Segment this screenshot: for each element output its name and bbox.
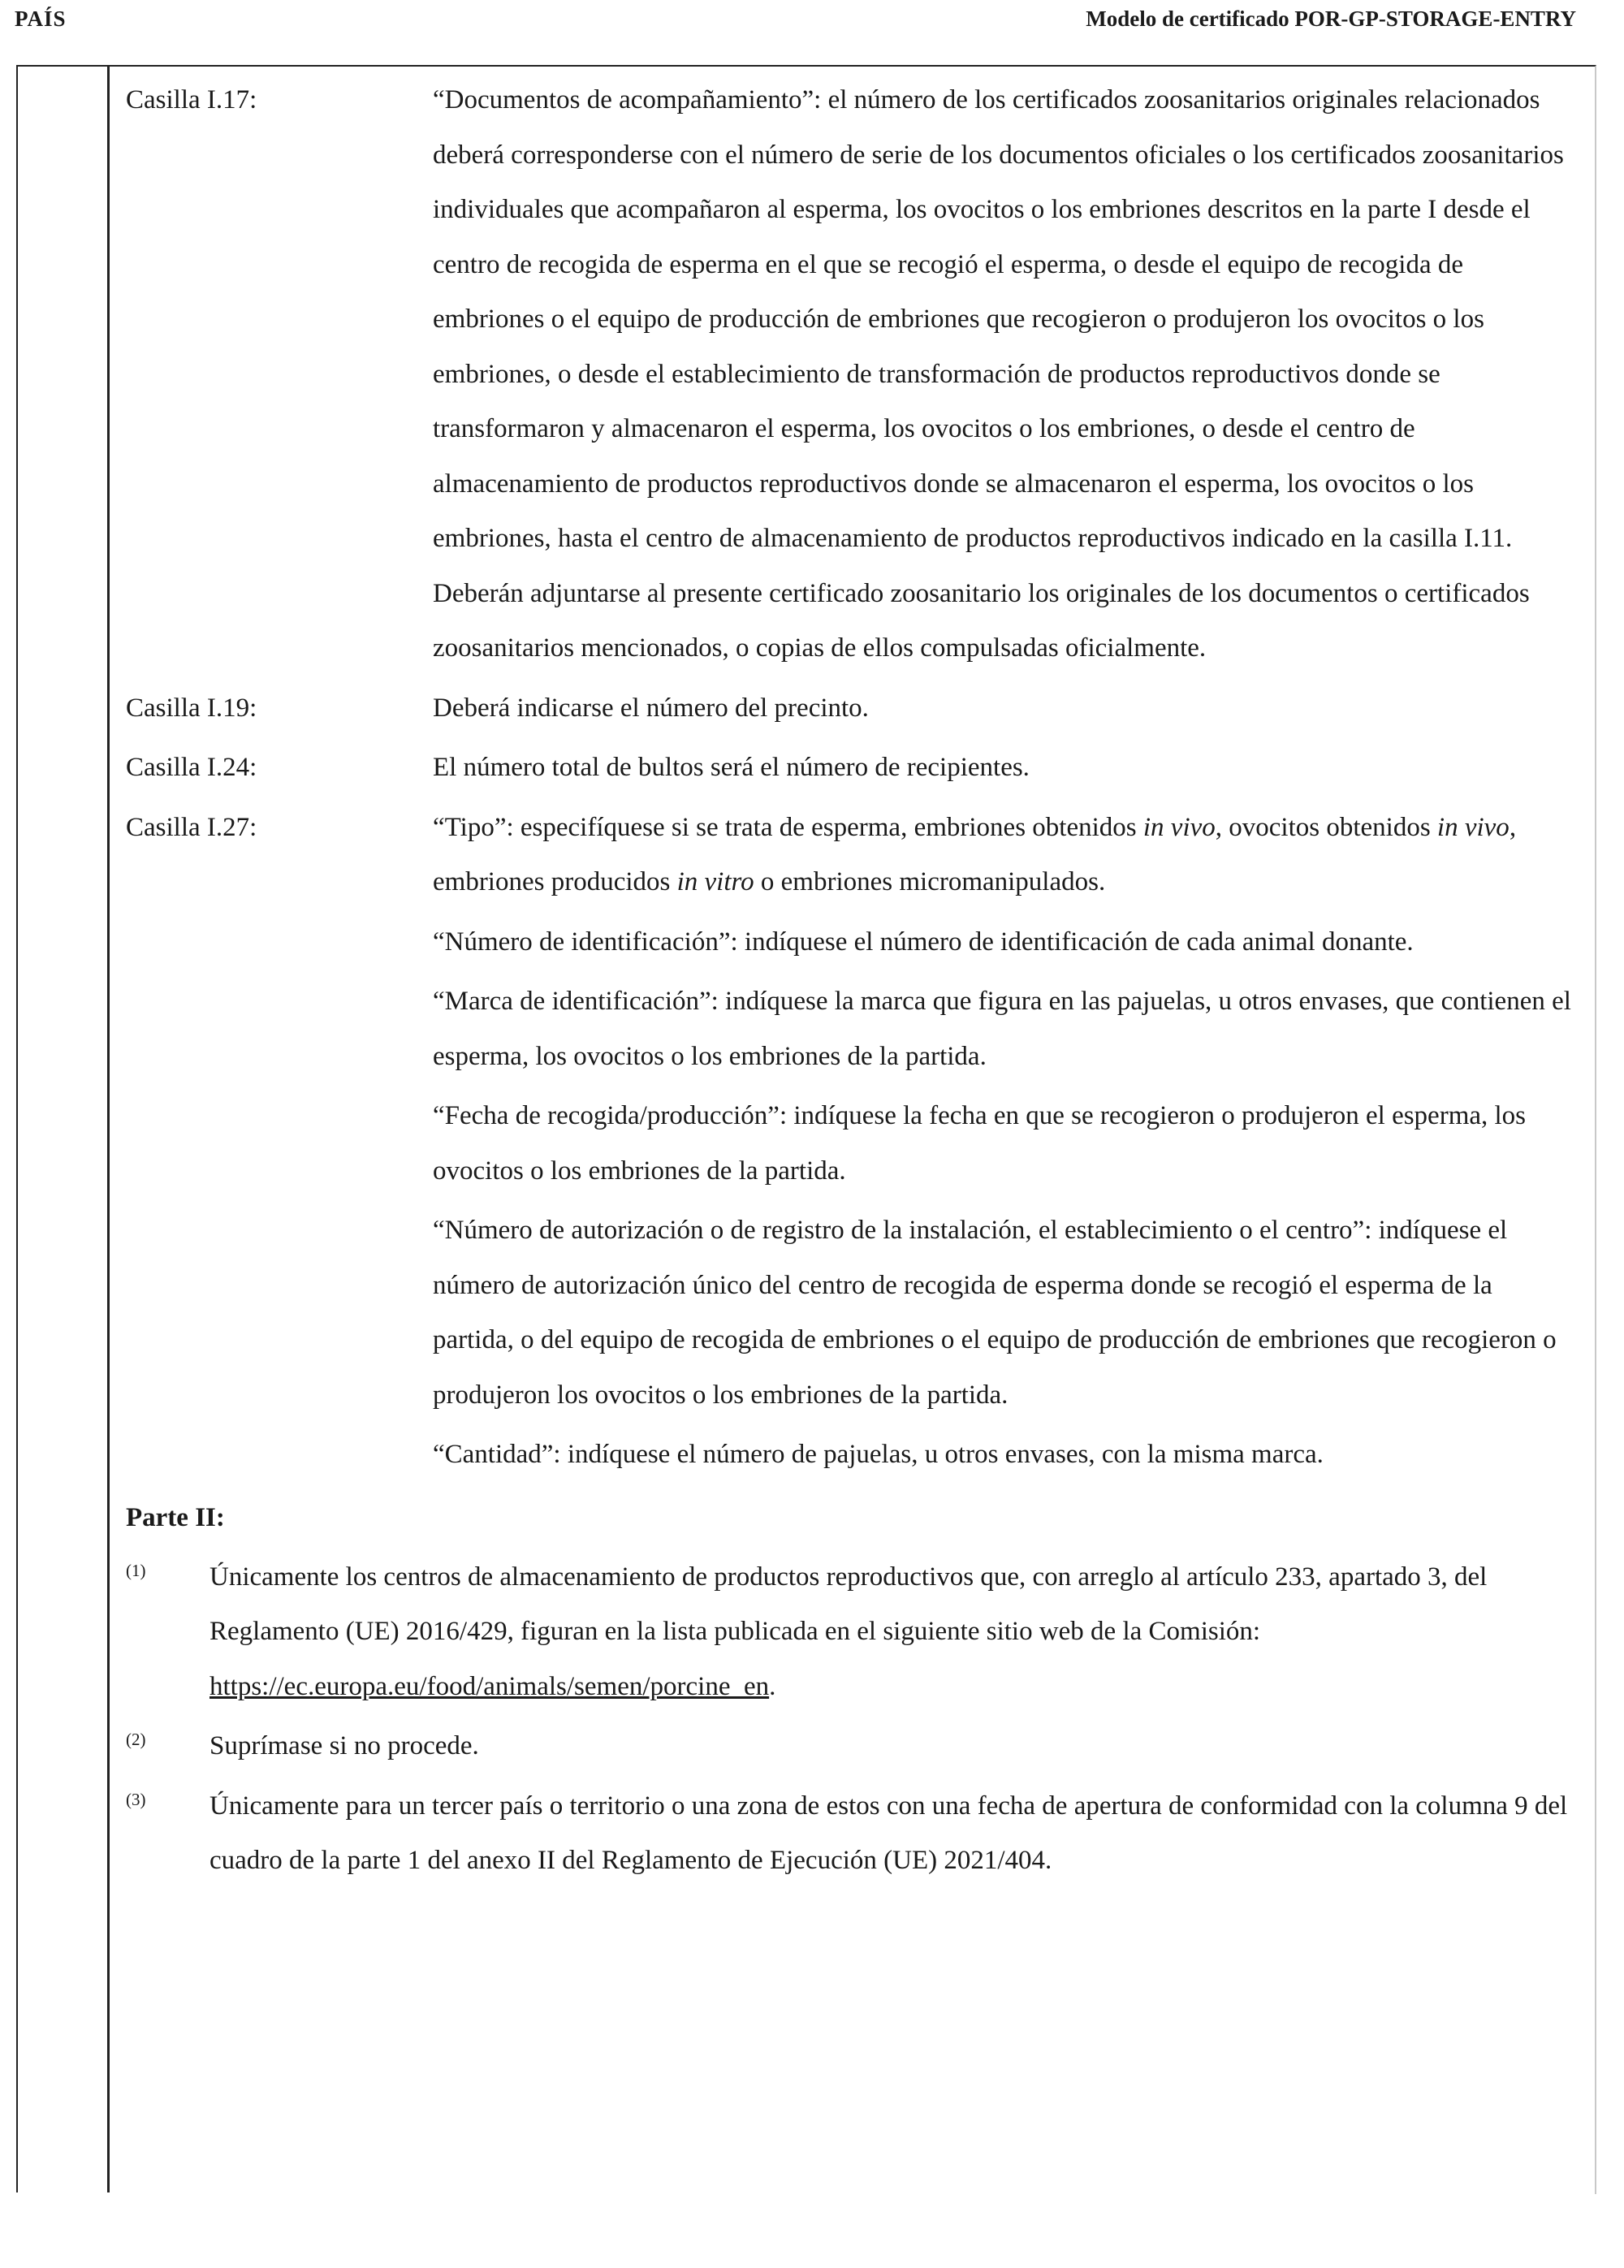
box-label: Casilla I.24: — [126, 753, 257, 782]
italic-term: in vitro — [676, 867, 754, 896]
tipo-text: , embriones producidos — [433, 812, 1517, 896]
tipo-paragraph — [433, 801, 1578, 910]
certificate-model-header: Modelo de certificado POR-GP-STORAGE-ENTRY — [1086, 6, 1576, 31]
box-i24-text: El número total de bultos será el número de recipientes. — [433, 753, 1030, 782]
box-i27-row — [126, 801, 1579, 1483]
box-i17-text: “Documentos de acompañamiento”: el número de los certificados zoosanitarios originales relacionados deberá corresponderse con el número de serie de los documentos oficiales o los certificados zoosanitarios individuales que acompañaron al esperma, los ovocitos o los embriones descritos en la parte I desde el centro de recogida de esperma en el que se recogió el esperma, o desde el equipo de recogida de embriones o el equipo de producción de embriones que recogieron o produjeron los ovocitos o los embriones, o desde el establecimiento de transformación de productos reproductivos donde se transformaron y almacenaron el esperma, los ovocitos o los embriones, o desde el centro de almacenamiento de productos reproductivos donde se almacenaron el esperma, los ovocitos o los embriones, hasta el centro de almacenamiento de productos reproductivos indicado en la casilla I.11. Deberán adjuntarse al presente certificado zoosanitario los originales de los documentos o certificados zoosanitarios mencionados, o copias de ellos compulsadas oficialmente. — [433, 85, 1564, 663]
part2-title: Parte II: — [126, 1502, 225, 1532]
identification-mark-paragraph: “Marca de identificación”: indíquese la marca que figura en las pajuelas, u otros envases, que contienen el esperma, los ovocitos o los embriones de la partida. — [433, 987, 1571, 1071]
tipo-text: o embriones micromanipulados. — [754, 867, 1106, 896]
box-label: Casilla I.19: — [126, 693, 257, 723]
footnote-1 — [126, 1550, 1579, 1715]
tipo-text: “Tipo”: especifíquese si se trata de esperma, embriones obtenidos — [433, 812, 1143, 842]
frame-inner-border — [107, 65, 110, 2192]
footnote-3 — [126, 1779, 1579, 1889]
italic-term: in vivo — [1142, 812, 1216, 842]
footnote-text: Únicamente para un tercer país o territorio o una zona de estos con una fecha de apertura de conformidad con la columna 9 del cuadro de la parte 1 del anexo II del Reglamento de Ejecución (UE) 2021/404. — [209, 1791, 1568, 1875]
tipo-text: , ovocitos obtenidos — [1215, 812, 1437, 842]
footnote-marker: (3) — [126, 1789, 146, 1809]
box-i19-text: Deberá indicarse el número del precinto. — [433, 693, 869, 723]
footnote-text: Suprímase si no procede. — [209, 1731, 479, 1760]
commission-link[interactable]: https://ec.europa.eu/food/animals/semen/porcine_en — [209, 1671, 770, 1701]
footnote-marker: (2) — [126, 1730, 146, 1749]
footnote-2 — [126, 1719, 1579, 1774]
approval-number-paragraph: “Número de autorización o de registro de la instalación, el establecimiento o el centro”: indíquese el número de autorización único del centro de recogida de esperma donde se recogió el esperma de la partida, o del equipo de recogida de embriones o el equipo de producción de embriones que recogieron o produjeron los ovocitos o los embriones de la partida. — [433, 1216, 1557, 1410]
box-i24-row — [126, 741, 1579, 796]
footnote-marker: (1) — [126, 1560, 146, 1580]
frame-left-border — [16, 65, 18, 2192]
box-i17-row — [126, 73, 1579, 676]
collection-date-paragraph: “Fecha de recogida/producción”: indíquese la fecha en que se recogieron o produjeron el esperma, los ovocitos o los embriones de la partida. — [433, 1101, 1527, 1186]
box-label: Casilla I.17: — [126, 85, 257, 114]
quantity-paragraph: “Cantidad”: indíquese el número de pajuelas, u otros envases, con la misma marca. — [433, 1440, 1324, 1469]
notes-content — [126, 73, 1579, 1889]
footnote-punctuation: . — [769, 1671, 776, 1701]
box-i19-row — [126, 681, 1579, 737]
country-header: PAÍS — [15, 6, 67, 31]
italic-term: in vivo — [1436, 812, 1510, 842]
box-label: Casilla I.27: — [126, 812, 257, 842]
identification-number-paragraph: “Número de identificación”: indíquese el número de identificación de cada animal donante. — [433, 927, 1414, 957]
footnote-text: Únicamente los centros de almacenamiento de productos reproductivos que, con arreglo al artículo 233, apartado 3, del Reglamento (UE) 2016/429, figuran en la lista publicada en el siguiente sitio web de la Comisión: — [209, 1562, 1488, 1646]
